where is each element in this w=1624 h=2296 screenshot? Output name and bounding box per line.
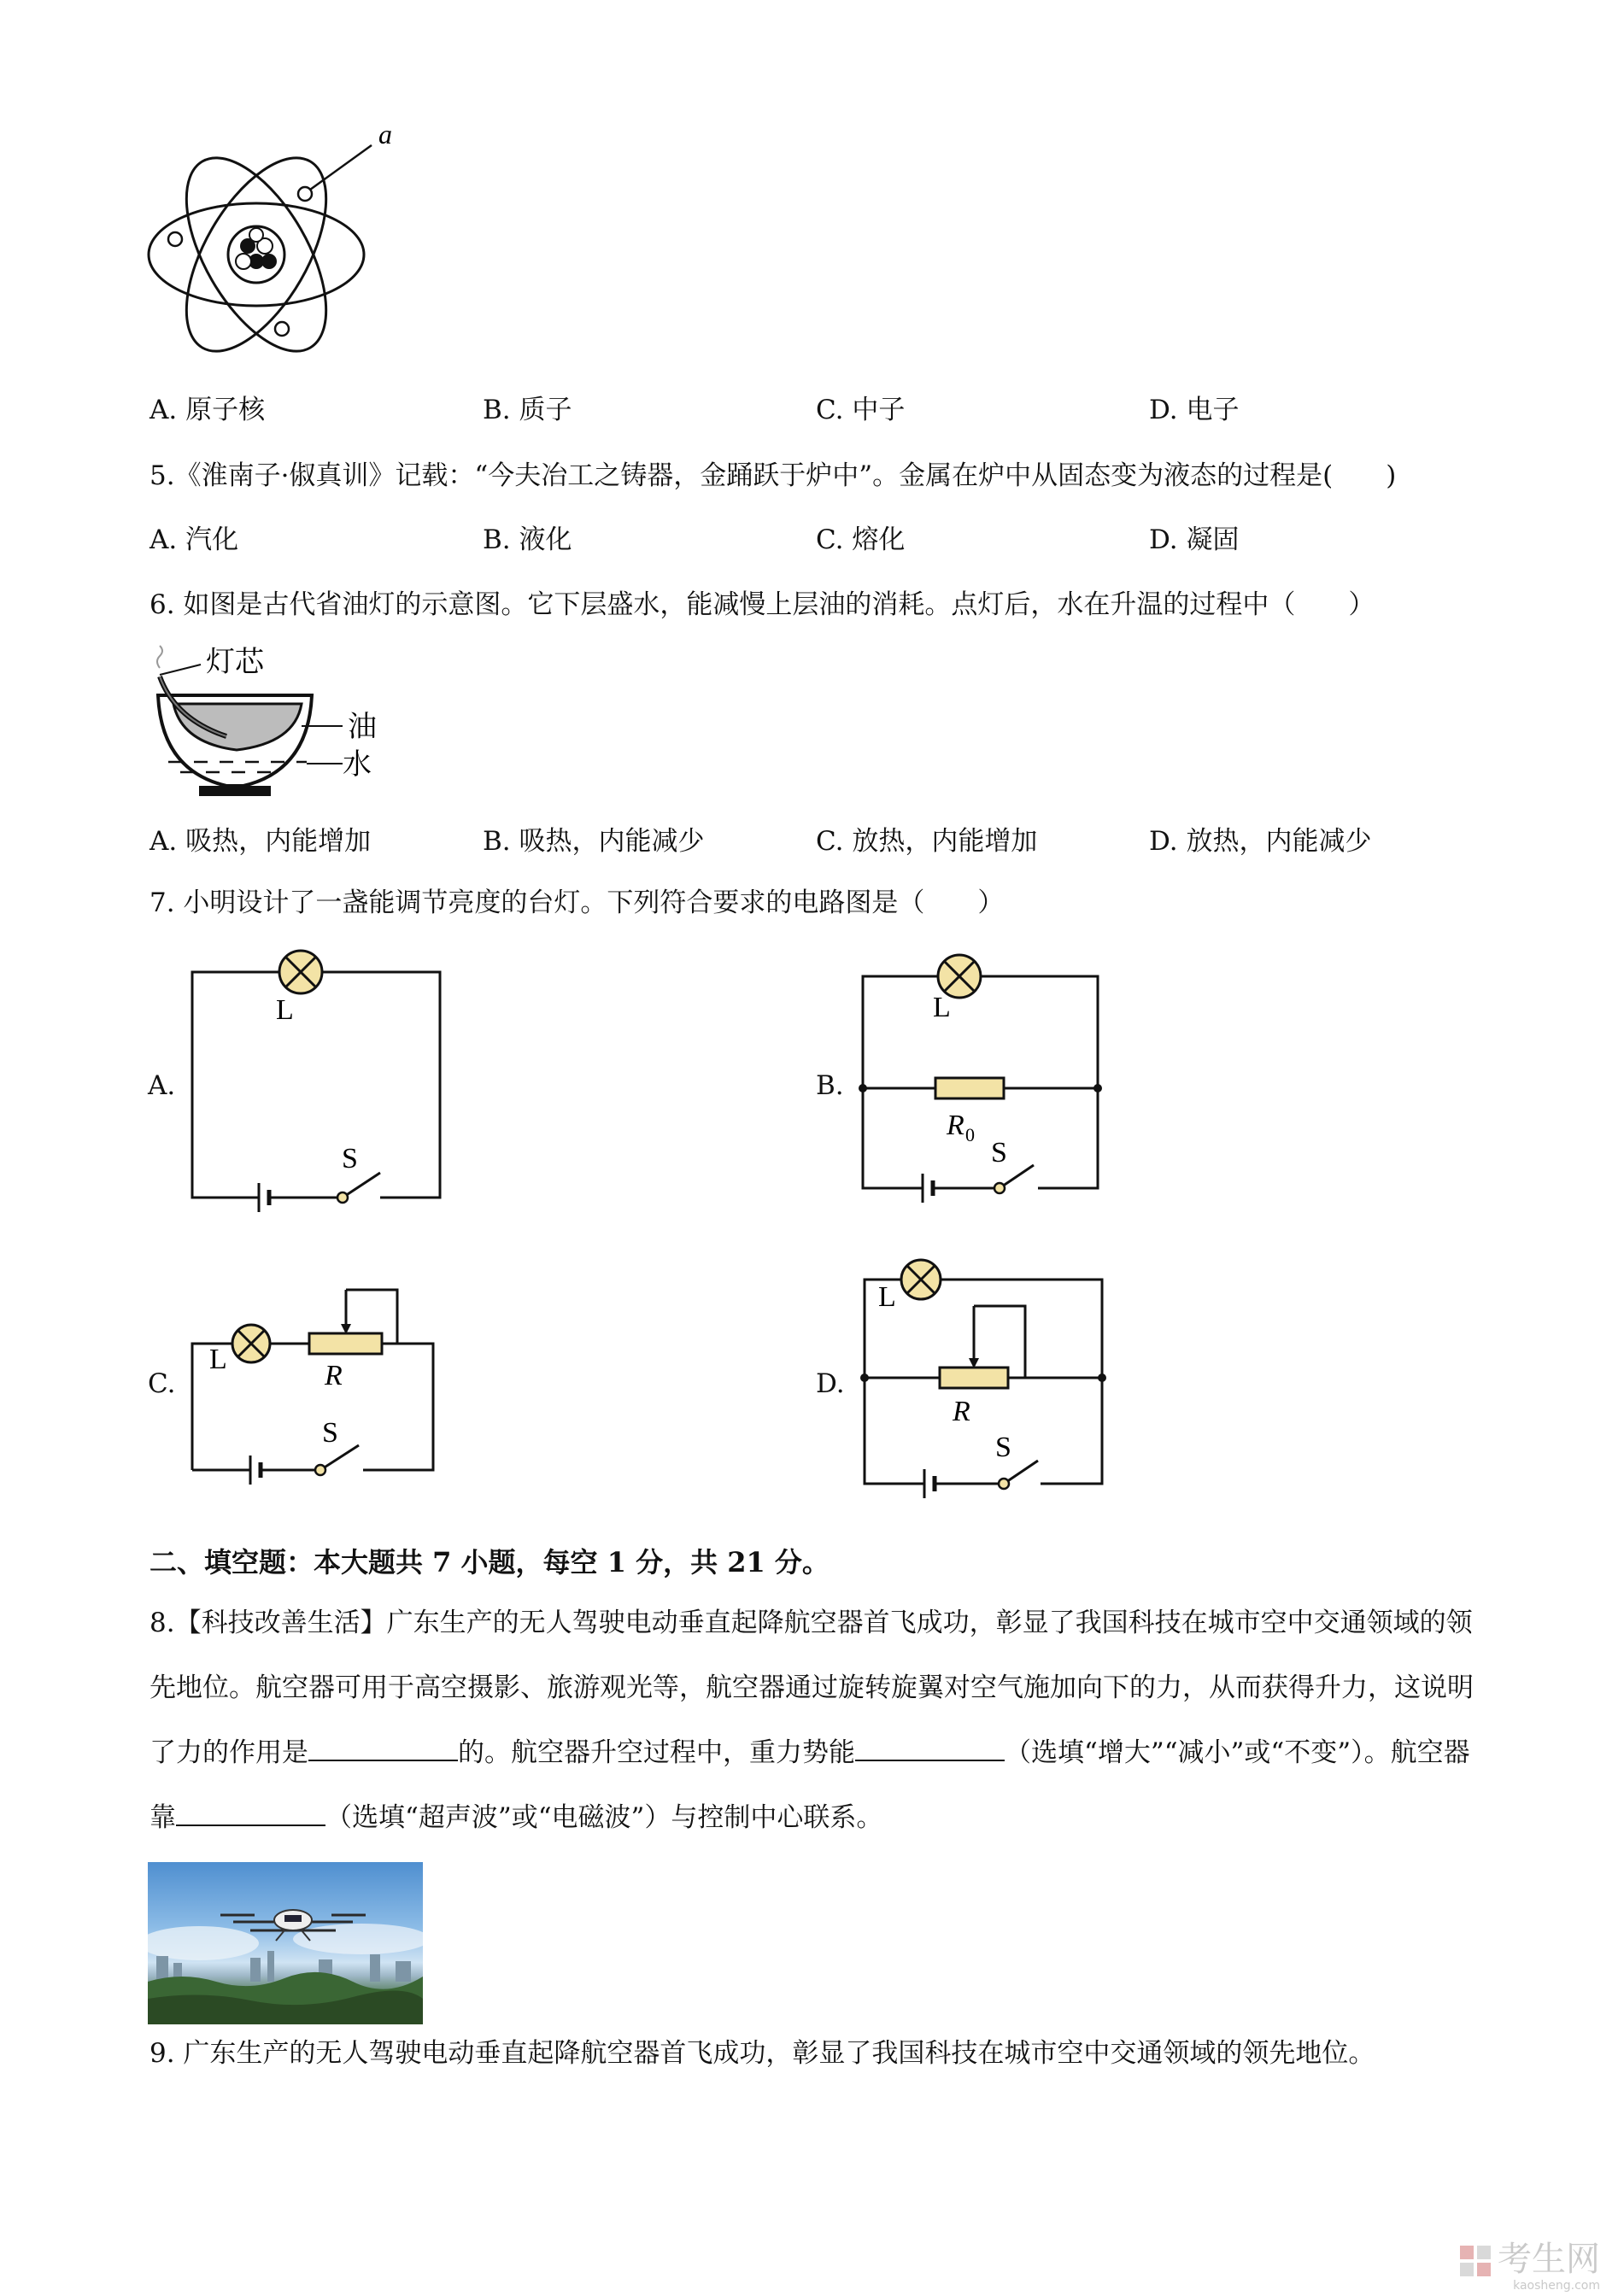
switch-label-d: S	[995, 1432, 1011, 1463]
label-water: 水	[343, 749, 372, 781]
q9-stem: 9. 广东生产的无人驾驶电动垂直起降航空器首飞成功，彰显了我国科技在城市空中交通领域的领先地位。	[150, 2038, 1375, 2069]
atom-label-a: a	[378, 120, 392, 149]
q8-tag: 8.【科技改善生活】	[150, 1608, 387, 1638]
switch-label-c: S	[322, 1417, 338, 1449]
q7-option-a[interactable]: A.	[148, 1070, 176, 1101]
atom-diagram	[141, 120, 414, 384]
resistor-label-b: R	[947, 1110, 964, 1141]
q8-blank-2[interactable]	[855, 1737, 1005, 1761]
q8-blank-1[interactable]	[308, 1737, 458, 1761]
drone-photo	[148, 1862, 423, 2024]
q6-option-d[interactable]: D. 放热，内能减少	[1149, 826, 1372, 857]
label-oil: 油	[348, 712, 377, 743]
lamp-label-a: L	[276, 994, 294, 1026]
q6-stem: 6. 如图是古代省油灯的示意图。它下层盛水，能减慢上层油的消耗。点灯后，水在升温的过程中（ ）	[150, 589, 1375, 620]
lamp-label-d: L	[878, 1281, 896, 1313]
circuit-c	[184, 1256, 449, 1512]
watermark-text: 考生网	[1498, 2240, 1600, 2279]
q8-paragraph	[150, 1590, 1482, 1850]
resistor-sub-b: 0	[965, 1124, 975, 1145]
q5-option-a[interactable]: A. 汽化	[150, 524, 239, 555]
circuit-d	[854, 1251, 1119, 1525]
q8-text-3: （选填“增大”“减小”或“不变”）。航空器靠	[150, 1737, 1470, 1833]
q5-option-d[interactable]: D. 凝固	[1149, 524, 1240, 555]
watermark-sub: kaosheng.com	[1513, 2279, 1600, 2293]
q8-text-2: 的。航空器升空过程中，重力势能	[458, 1737, 855, 1768]
q6-option-c[interactable]: C. 放热，内能增加	[816, 826, 1038, 857]
q5-option-b[interactable]: B. 液化	[483, 524, 572, 555]
label-wick: 灯芯	[206, 647, 264, 678]
oil-lamp-diagram	[141, 642, 414, 800]
switch-label-a: S	[342, 1143, 358, 1174]
circuit-a	[184, 944, 449, 1226]
q5-option-c[interactable]: C. 熔化	[816, 524, 906, 555]
q7-option-c[interactable]: C.	[148, 1368, 176, 1399]
q8-blank-3[interactable]	[176, 1802, 325, 1826]
lamp-label-b: L	[933, 992, 951, 1023]
q8-text-1: 广东生产的无人驾驶电动垂直起降航空器首飞成功，彰显了我国科技在城市空中交通领域的领先地位。航空器可用于高空摄影、旅游观光等，航空器通过旋转旋翼对空气施加向下的力，从而获得升力，这说明了力的作用是	[150, 1608, 1474, 1768]
watermark	[1458, 2232, 1600, 2281]
q8-text-4: （选填“超声波”或“电磁波”）与控制中心联系。	[325, 1802, 883, 1833]
watermark-logo-icon	[1458, 2244, 1492, 2278]
rheostat-label-c: R	[325, 1360, 343, 1391]
q7-option-b[interactable]: B.	[816, 1070, 844, 1101]
lamp-label-c: L	[209, 1344, 227, 1375]
q7-stem: 7. 小明设计了一盏能调节亮度的台灯。下列符合要求的电路图是（ ）	[150, 887, 1005, 918]
q4-option-d[interactable]: D. 电子	[1149, 395, 1240, 425]
q6-option-b[interactable]: B. 吸热，内能减少	[483, 826, 705, 857]
circuit-b	[854, 948, 1119, 1239]
q4-option-a[interactable]: A. 原子核	[150, 395, 266, 425]
q6-option-a[interactable]: A. 吸热，内能增加	[150, 826, 372, 857]
section-heading: 二、填空题：本大题共 7 小题，每空 1 分，共 21 分。	[150, 1546, 830, 1578]
q4-option-c[interactable]: C. 中子	[816, 395, 906, 425]
switch-label-b: S	[991, 1137, 1007, 1168]
q4-option-b[interactable]: B. 质子	[483, 395, 572, 425]
rheostat-label-d: R	[953, 1396, 970, 1427]
q5-stem: 5.《淮南子·俶真训》记载：“今夫冶工之铸器，金踊跃于炉中”。金属在炉中从固态变为液态的过程是( )	[150, 460, 1397, 491]
q7-option-d[interactable]: D.	[816, 1368, 845, 1399]
